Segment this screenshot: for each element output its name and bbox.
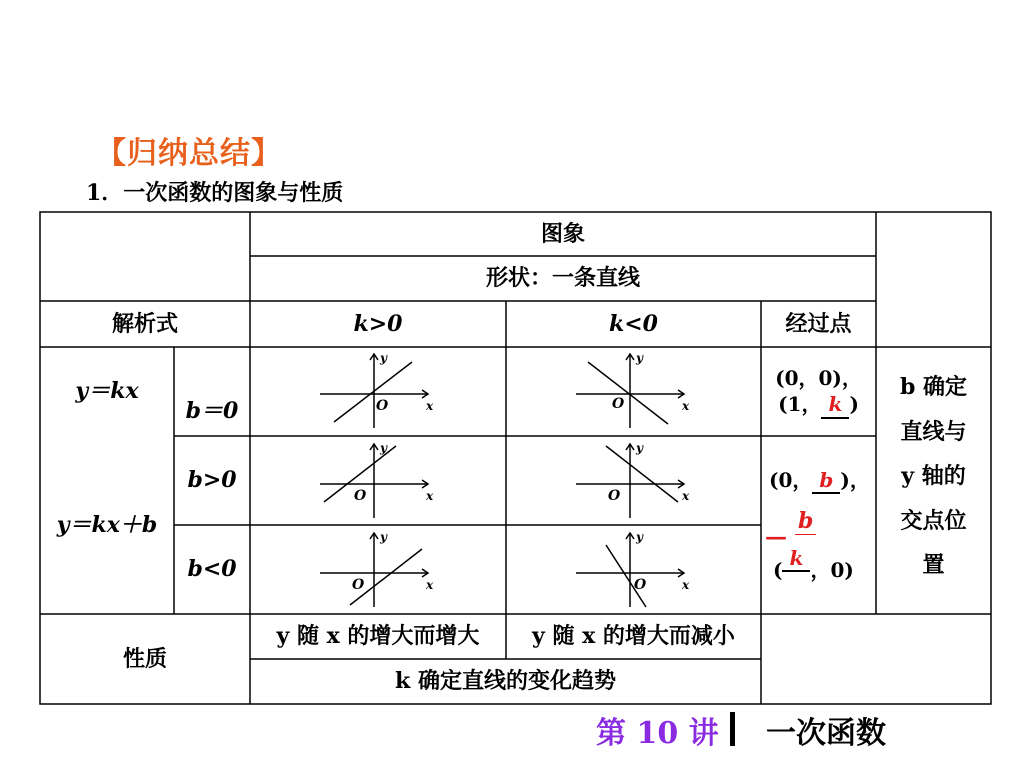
graph-k-pos-b-zero	[310, 350, 445, 432]
graph-k-neg-b-zero	[566, 350, 701, 432]
footer-divider	[730, 712, 735, 746]
origin-label: O	[376, 398, 389, 414]
row2-formula: y＝kx＋b	[56, 511, 158, 538]
row1-points-prefix: (1，	[778, 391, 822, 416]
graph-k-neg-b-pos	[566, 440, 701, 522]
graph-k-pos-b-neg	[310, 529, 445, 611]
property-k-positive: y 随 x 的增大而增大	[276, 623, 480, 650]
row1-answer-k: k	[821, 391, 849, 419]
row2-answer-b: b	[812, 468, 840, 494]
graph-k-pos-b-pos	[310, 440, 445, 522]
row2-points2-prefix: (	[773, 558, 783, 582]
row2-condition-negative: b<0	[187, 556, 237, 583]
row1-points-suffix: )	[849, 391, 859, 416]
graph-k-neg-b-neg	[566, 529, 701, 611]
origin-label: O	[608, 488, 621, 504]
x-axis-label: x	[682, 578, 690, 592]
row2-points2-suffix: ，0)	[810, 558, 854, 582]
row1-points-line2	[778, 391, 859, 419]
row1-formula: y＝kx	[75, 378, 139, 404]
x-axis-label: x	[426, 489, 434, 503]
row2-points-prefix: (0，	[769, 468, 813, 492]
row2-points	[761, 436, 876, 614]
x-axis-label: x	[426, 578, 434, 592]
header-shape: 形状：一条直线	[485, 265, 640, 292]
x-axis-label: x	[682, 489, 690, 503]
x-axis-label: x	[682, 399, 690, 413]
row2-fraction-denominator: k	[782, 546, 810, 572]
row2-condition-positive: b>0	[187, 467, 237, 494]
row2-points-line1	[769, 464, 870, 494]
b-note-line: y 轴的	[901, 463, 966, 489]
b-note-line: 直线与	[900, 418, 967, 445]
origin-label: O	[612, 396, 625, 412]
y-axis-label: y	[636, 441, 643, 455]
y-axis-label: y	[380, 530, 387, 544]
y-axis-label: y	[636, 530, 643, 544]
lesson-number: 第 10 讲	[596, 716, 719, 751]
column-k-positive: k>0	[353, 310, 403, 337]
row1-points-line1: (0，0)，	[775, 365, 862, 390]
x-axis-label: x	[426, 399, 434, 413]
section-subheading: 1．一次函数的图象与性质	[86, 180, 344, 206]
b-note-line: b 确定	[899, 374, 968, 400]
origin-label: O	[354, 488, 367, 504]
section-heading: 【归纳总结】	[96, 136, 282, 171]
origin-label: O	[634, 577, 647, 593]
column-points: 经过点	[785, 310, 852, 337]
row2-points-suffix: )，	[840, 468, 870, 492]
property-k-role: k 确定直线的变化趋势	[395, 668, 616, 695]
row1-condition: b＝0	[185, 398, 239, 425]
row2-fraction-minus: —	[765, 524, 787, 550]
lesson-topic: 一次函数	[766, 716, 886, 751]
row1-points	[761, 347, 876, 436]
b-note	[876, 365, 991, 588]
property-label: 性质	[122, 645, 167, 672]
b-note-line: 置	[922, 552, 945, 578]
y-axis-label: y	[380, 351, 387, 365]
origin-label: O	[352, 577, 365, 593]
y-axis-label: y	[380, 441, 387, 455]
row2-fraction-numerator: b	[795, 508, 816, 535]
header-image: 图象	[540, 220, 585, 247]
column-expression: 解析式	[111, 310, 178, 337]
b-note-line: 交点位	[900, 507, 967, 534]
column-k-negative: k<0	[609, 310, 658, 337]
y-axis-label: y	[636, 351, 643, 365]
property-k-negative: y 随 x 的增大而减小	[532, 623, 735, 650]
row2-points2-line	[773, 546, 854, 584]
